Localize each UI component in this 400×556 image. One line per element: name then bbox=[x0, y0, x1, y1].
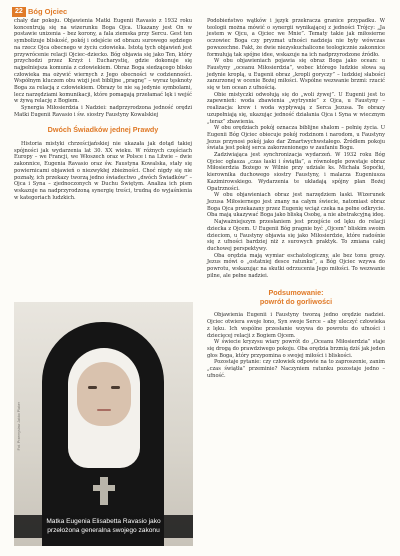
right-column bbox=[207, 18, 385, 379]
paragraph: Historia mistyki chrześcijańskiej nie ukazała jak dotąd takiej spójności jak wydarzenia lat 30. XX wieku. W różnych częściach Europy – we Francji, we Włoszech oraz w Polsce i na Litwie – dwie zakonnice, Eugenia Ravasio oraz św. Faustyna Kowalska, stały się powiernicami objawień o niezwykłej zbieżności. Choć nigdy się nie poznały, ich przekazy tworzą jedno świadectwo „dwóch Świadków” – Ojca i Syna – zjednoczonych w Duchu Świętym. Analiza ich pism wskazuje na nadprzyrodzoną synergię treści, trudną do wyjaśnienia w kategoriach ludzkich. bbox=[14, 141, 192, 201]
subheading-line: Podsumowanie: bbox=[268, 288, 324, 298]
paragraph: Obie mistyczki odwołują się do „woli żywej”. U Eugenii jest to zapewnień: woda zbawienia „wytrysnie” z Ojca, u Faustyny – realizacja: krew i woda wypływają z Serca Jezusa. Te obrazy uzupełniają się, ukazując jedność działania Ojca i Syna w wiecznym „teraz” zbawienia. bbox=[207, 91, 385, 125]
photo-caption bbox=[14, 515, 193, 538]
eye-shape bbox=[111, 386, 120, 389]
paragraph: Najważniejszym przesłaniem jest przejście od lęku do relacji dziecka z Ojcem. U Eugenii Bóg pragnie być „Ojcem” bliskim swoim dzieciom, u Faustyny objawia się jako Miłosierdzie, które radośnie się z ufności bardziej niż z surowych praktyk. To zmiana całej duchowej perspektywy. bbox=[207, 219, 385, 252]
eye-shape bbox=[88, 386, 97, 389]
nun-portrait-photo bbox=[14, 302, 193, 546]
face-shape bbox=[77, 362, 131, 426]
paragraph: chały dar pokoju. Objawienia Matki Eugenii Ravasio z 1932 roku koncentrują się na wizerunku Boga Ojca. Ukazany jest On w postawie unizenia – bez korony, a fala ziemska przy Sercu. Gest ten symbolizuje bliskość, pokój i odejście od obrazu surowego sędziego na rzecz Ojca obecnego w życiu człowieka. Istotą tych objawień jest przywrócenie relacji Ojciec–dziecko. Bóg objawia się jako Ten, który przychodzi przez Krzyż i Eucharystię, gdzie dokonuje się najpełniejsza komunia z człowiekiem. Obraz Boga siedzącego blisko człowieka ma ożywić wiernych z Jego obecności w codzienności. Współnym kluczem obu wizji jest biblijne „pragnę” – wyraz tęsknoty Boga za relacją z człowiekiem. Obrazy te nie są jedynie symbolami, lecz narzędziami komunikacji, które pomagają przełamać lęk i wejść w żywą relację z Bogiem. bbox=[14, 18, 192, 105]
subheading bbox=[207, 289, 385, 306]
page-number: 22 bbox=[12, 7, 26, 17]
subheading-line: powrót do gorliwości bbox=[259, 296, 333, 306]
paragraph: Oba orędzia mają wymiar eschatologiczny, ale bez tonu grozy. Jezus mówi o „ostatniej desce ratunku”, a Bóg Ojciec wzywa do powrotu, wskazując na skutki odrzucenia Jego miłości. To wezwanie pilne, ale pełne nadziei. bbox=[207, 252, 385, 279]
caption-line: Matka Eugenia Elisabetta Ravasio jako bbox=[46, 518, 161, 526]
caption-line: przełożona generalna swojego zakonu bbox=[47, 526, 160, 534]
photo-credit: Fot. Przemysław Jakbo Plaker bbox=[17, 402, 21, 451]
paragraph: W obu objawieniach obraz jest narzędziem łaski. Wizerunek Jezusa Miłosiernego jest znany na całym świecie, natomiast obraz Boga Ojca przekazany przez Eugenię wciąż czeka na pełne odkrycie. Oba mają ukazywać Boga jako bliską Osobę, a nie abstrakcyjną ideę. bbox=[207, 192, 385, 219]
subheading: Dwóch Świadków jednej Prawdy bbox=[47, 124, 159, 134]
cross-icon-stem bbox=[100, 477, 108, 505]
paragraph: Zadziwiająca jest synchronizacja wydarzeń. W 1932 roku Bóg Ojciec ogłasza „czas łaski i świątła”, a równolegle powstaje obraz Miłosierdzia Bożego w Wilnie przy udziale ks. Michała Sopoćki, kierownika duchowego siostry Faustyny, i malarza Eugeniusza Kazimirowskiego. Wydarzenia te układają spójny plan Bożej Opatrzności. bbox=[207, 152, 385, 192]
paragraph: Objawienia Eugenii i Faustyny tworzą jedno orędzie nadziei. Ojciec otwiera swoje łono, Syn swoje Serce – aby uleczyć człowieka z lęku. Ich wspólne przesłanie wzywa do powrotu do ufności i dziecięcej relacji z Bogiem Ojcem. bbox=[207, 312, 385, 339]
mouth-shape bbox=[97, 409, 111, 411]
paragraph: Pozostaje pytanie: czy człowiek odpowie na to zaproszenie, zanim „czas świątła” przeminie? Naczyniem ratunku pozostaje jedno – ufność. bbox=[207, 359, 385, 379]
left-column bbox=[14, 18, 192, 201]
paragraph: W obu orędziach pokój oznacza biblijne shalom – pełnię życia. U Eugenii Bóg Ojciec obiecuje pokój rodzinom i narodom, u Faustyny Jezus przynosi pokój jako dar Zmartwychwstałego. Źródłem pokoju świata jest pokój serca zakorzenionego w zaufaniu Bogu. bbox=[207, 125, 385, 152]
section-title: Bóg Ojciec bbox=[28, 7, 68, 16]
paragraph: Synergia Miłosierdzia i Nadziei: nadprzyrodzona jedność orędzi Matki Eugenii Ravasio i św. siostry Faustyny Kowalskiej bbox=[14, 105, 192, 118]
paragraph: Podobieństwo wątków i język przekracza granice przypadku. W teologii można mówić o synergii wynikającej z jedności Trójcy: „Ja jestem w Ojcu, a Ojciec we Mnie”. Tematy takie jak miłosierne oczowiec Boga czy pryzmat ufności nadzieja nie były wówczas powszechne. Fakt, że dwie niezyskuchalicone teologicznie zakonnice formułują tak spójne idee, wskazuje na ich nadprzyrodzone źródło. bbox=[207, 18, 385, 58]
paragraph: W obu objawieniach pojawia się obraz Boga jako ocean: u Faustyny „oceanu Miłosierdzia”, wobec którego ludzkie słowa są jedynie kroplą, u Eugenii obraz „kropli goryczy” – ludzkiej słabości zanurzonej w ocenie Bożej miłości. Wspólne wezwanie brzmi: rzucić się w ten ocean z ufnością. bbox=[207, 58, 385, 92]
paragraph: W świecie kryzysu wiary powrót do „Oceanu Miłosierdzia” staje się drogą do prawdziwego pokoju. Oba orędzia brzmią dziś jak jeden głos Boga, który przypomina o swojej miłości i bliskości. bbox=[207, 339, 385, 359]
